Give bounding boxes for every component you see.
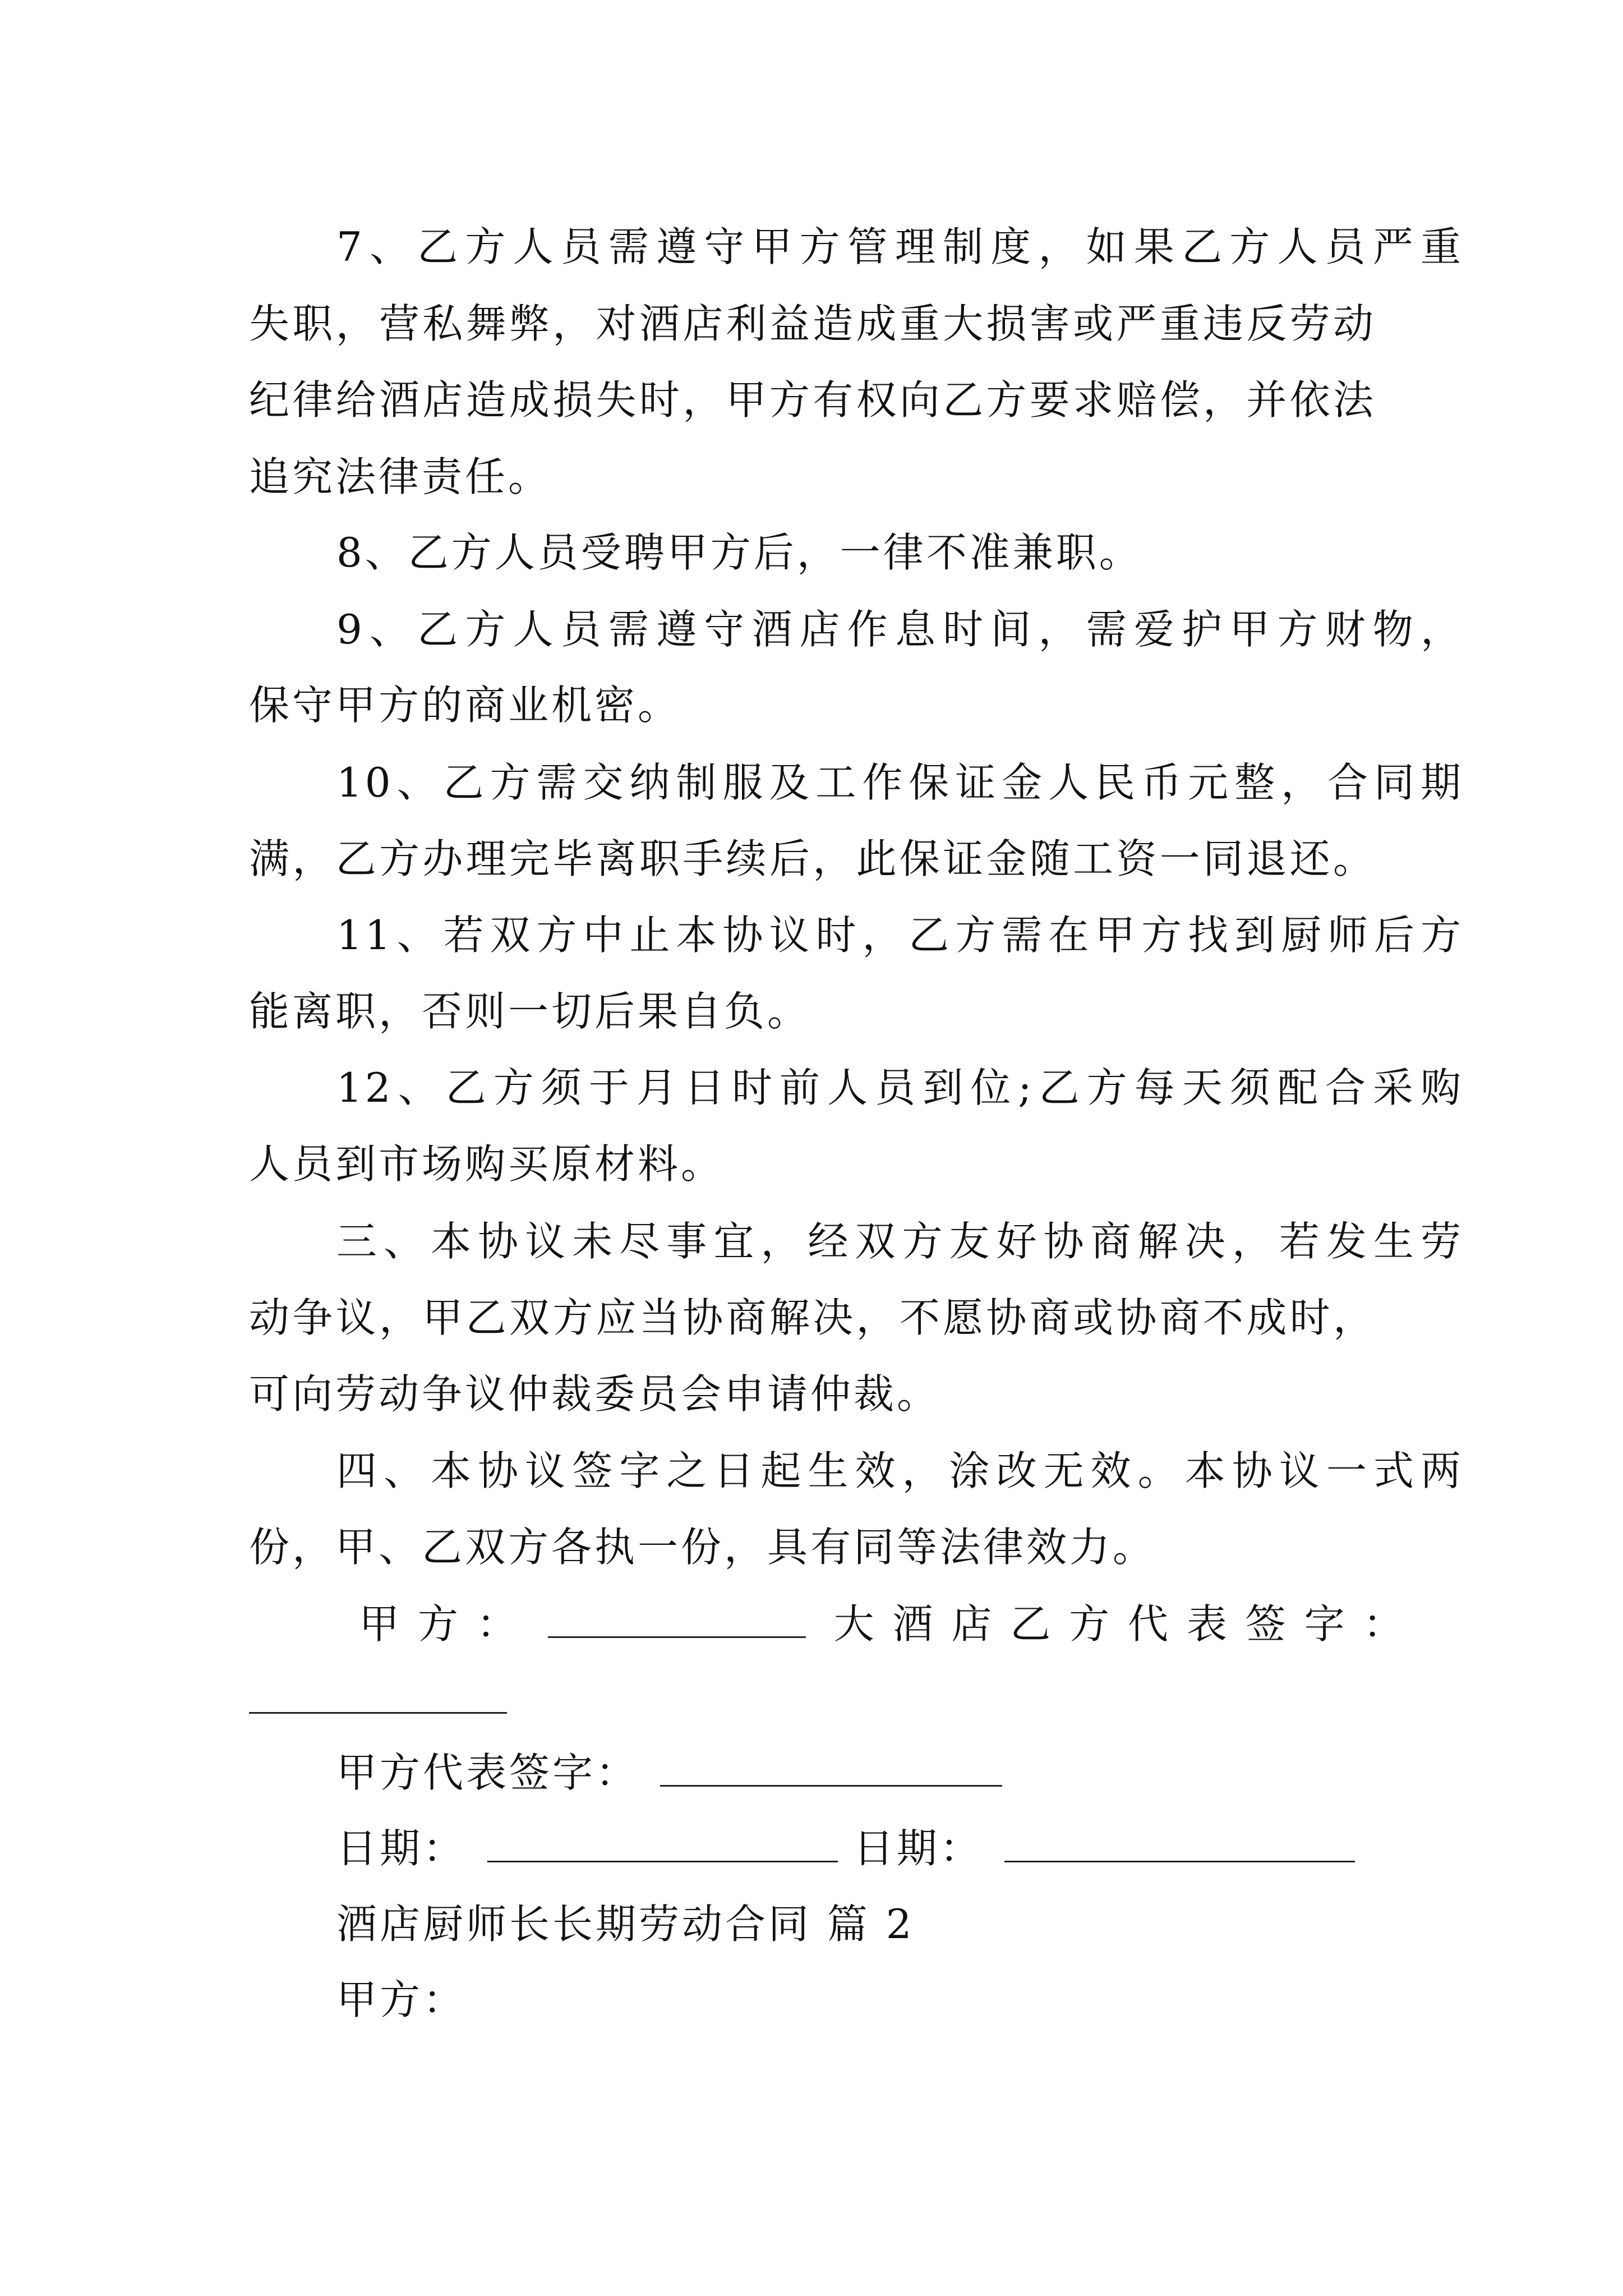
date-blank-1[interactable] xyxy=(487,1826,838,1862)
clause-7-line-2: 失职，营私舞弊，对酒店利益造成重大损害或严重违反劳动 xyxy=(249,300,1376,347)
date-label-2: 日期： xyxy=(853,1825,983,1872)
party-a-label: 甲 方 ： xyxy=(359,1600,520,1648)
clause-10-line-2: 满，乙方办理完毕离职手续后，此保证金随工资一同退还。 xyxy=(249,835,1376,882)
clause-11-line-1: 11、若双方中止本协议时，乙方需在甲方找到厨师后方 xyxy=(336,912,1464,959)
section-3-line-2: 动争议，甲乙双方应当协商解决，不愿协商或协商不成时， xyxy=(249,1294,1376,1341)
clause-7-line-4: 追究法律责任。 xyxy=(249,453,552,500)
next-party-a-label: 甲方： xyxy=(336,1976,467,2023)
clause-9-line-1: 9、乙方人员需遵守酒店作息时间，需爱护甲方财物， xyxy=(336,606,1464,653)
clause-7-line-1: 7、乙方人员需遵守甲方管理制度，如果乙方人员严重 xyxy=(336,223,1464,270)
section-3-line-1: 三、本协议未尽事宜，经双方友好协商解决，若发生劳 xyxy=(336,1218,1464,1265)
party-b-signature-blank[interactable] xyxy=(249,1712,507,1714)
hotel-and-party-b-label: 大 酒 店 乙 方 代 表 签 字 ： xyxy=(833,1600,1407,1648)
clause-12-line-1: 12、乙方须于月日时前人员到位;乙方每天须配合采购 xyxy=(336,1064,1464,1111)
date-label-1: 日期： xyxy=(336,1825,467,1872)
clause-12-line-2: 人员到市场购买原材料。 xyxy=(249,1140,725,1188)
section-4-line-1: 四、本协议签字之日起生效，涂改无效。本协议一式两 xyxy=(336,1447,1464,1494)
date-blank-2[interactable] xyxy=(1004,1826,1355,1862)
next-contract-title: 酒店厨师长长期劳动合同 篇 2 xyxy=(336,1901,915,1948)
party-a-rep-row xyxy=(336,1747,1464,1798)
date-row xyxy=(336,1823,1464,1874)
clause-7-line-3: 纪律给酒店造成损失时，甲方有权向乙方要求赔偿，并依法 xyxy=(249,376,1376,424)
clause-10-line-1: 10、乙方需交纳制服及工作保证金人民币元整，合同期 xyxy=(336,759,1464,806)
party-a-name-blank[interactable] xyxy=(548,1602,806,1638)
party-a-rep-signature-blank[interactable] xyxy=(660,1750,1002,1787)
clause-11-line-2: 能离职，否则一切后果自负。 xyxy=(249,988,811,1035)
clause-8: 8、乙方人员受聘甲方后，一律不准兼职。 xyxy=(336,529,1142,576)
signature-row xyxy=(359,1599,1407,1649)
section-4-line-2: 份，甲、乙双方各执一份，具有同等法律效力。 xyxy=(249,1524,1156,1571)
party-a-rep-label: 甲方代表签字： xyxy=(336,1749,639,1796)
section-3-line-3: 可向劳动争议仲裁委员会申请仲裁。 xyxy=(249,1370,940,1418)
clause-9-line-2: 保守甲方的商业机密。 xyxy=(249,682,681,729)
